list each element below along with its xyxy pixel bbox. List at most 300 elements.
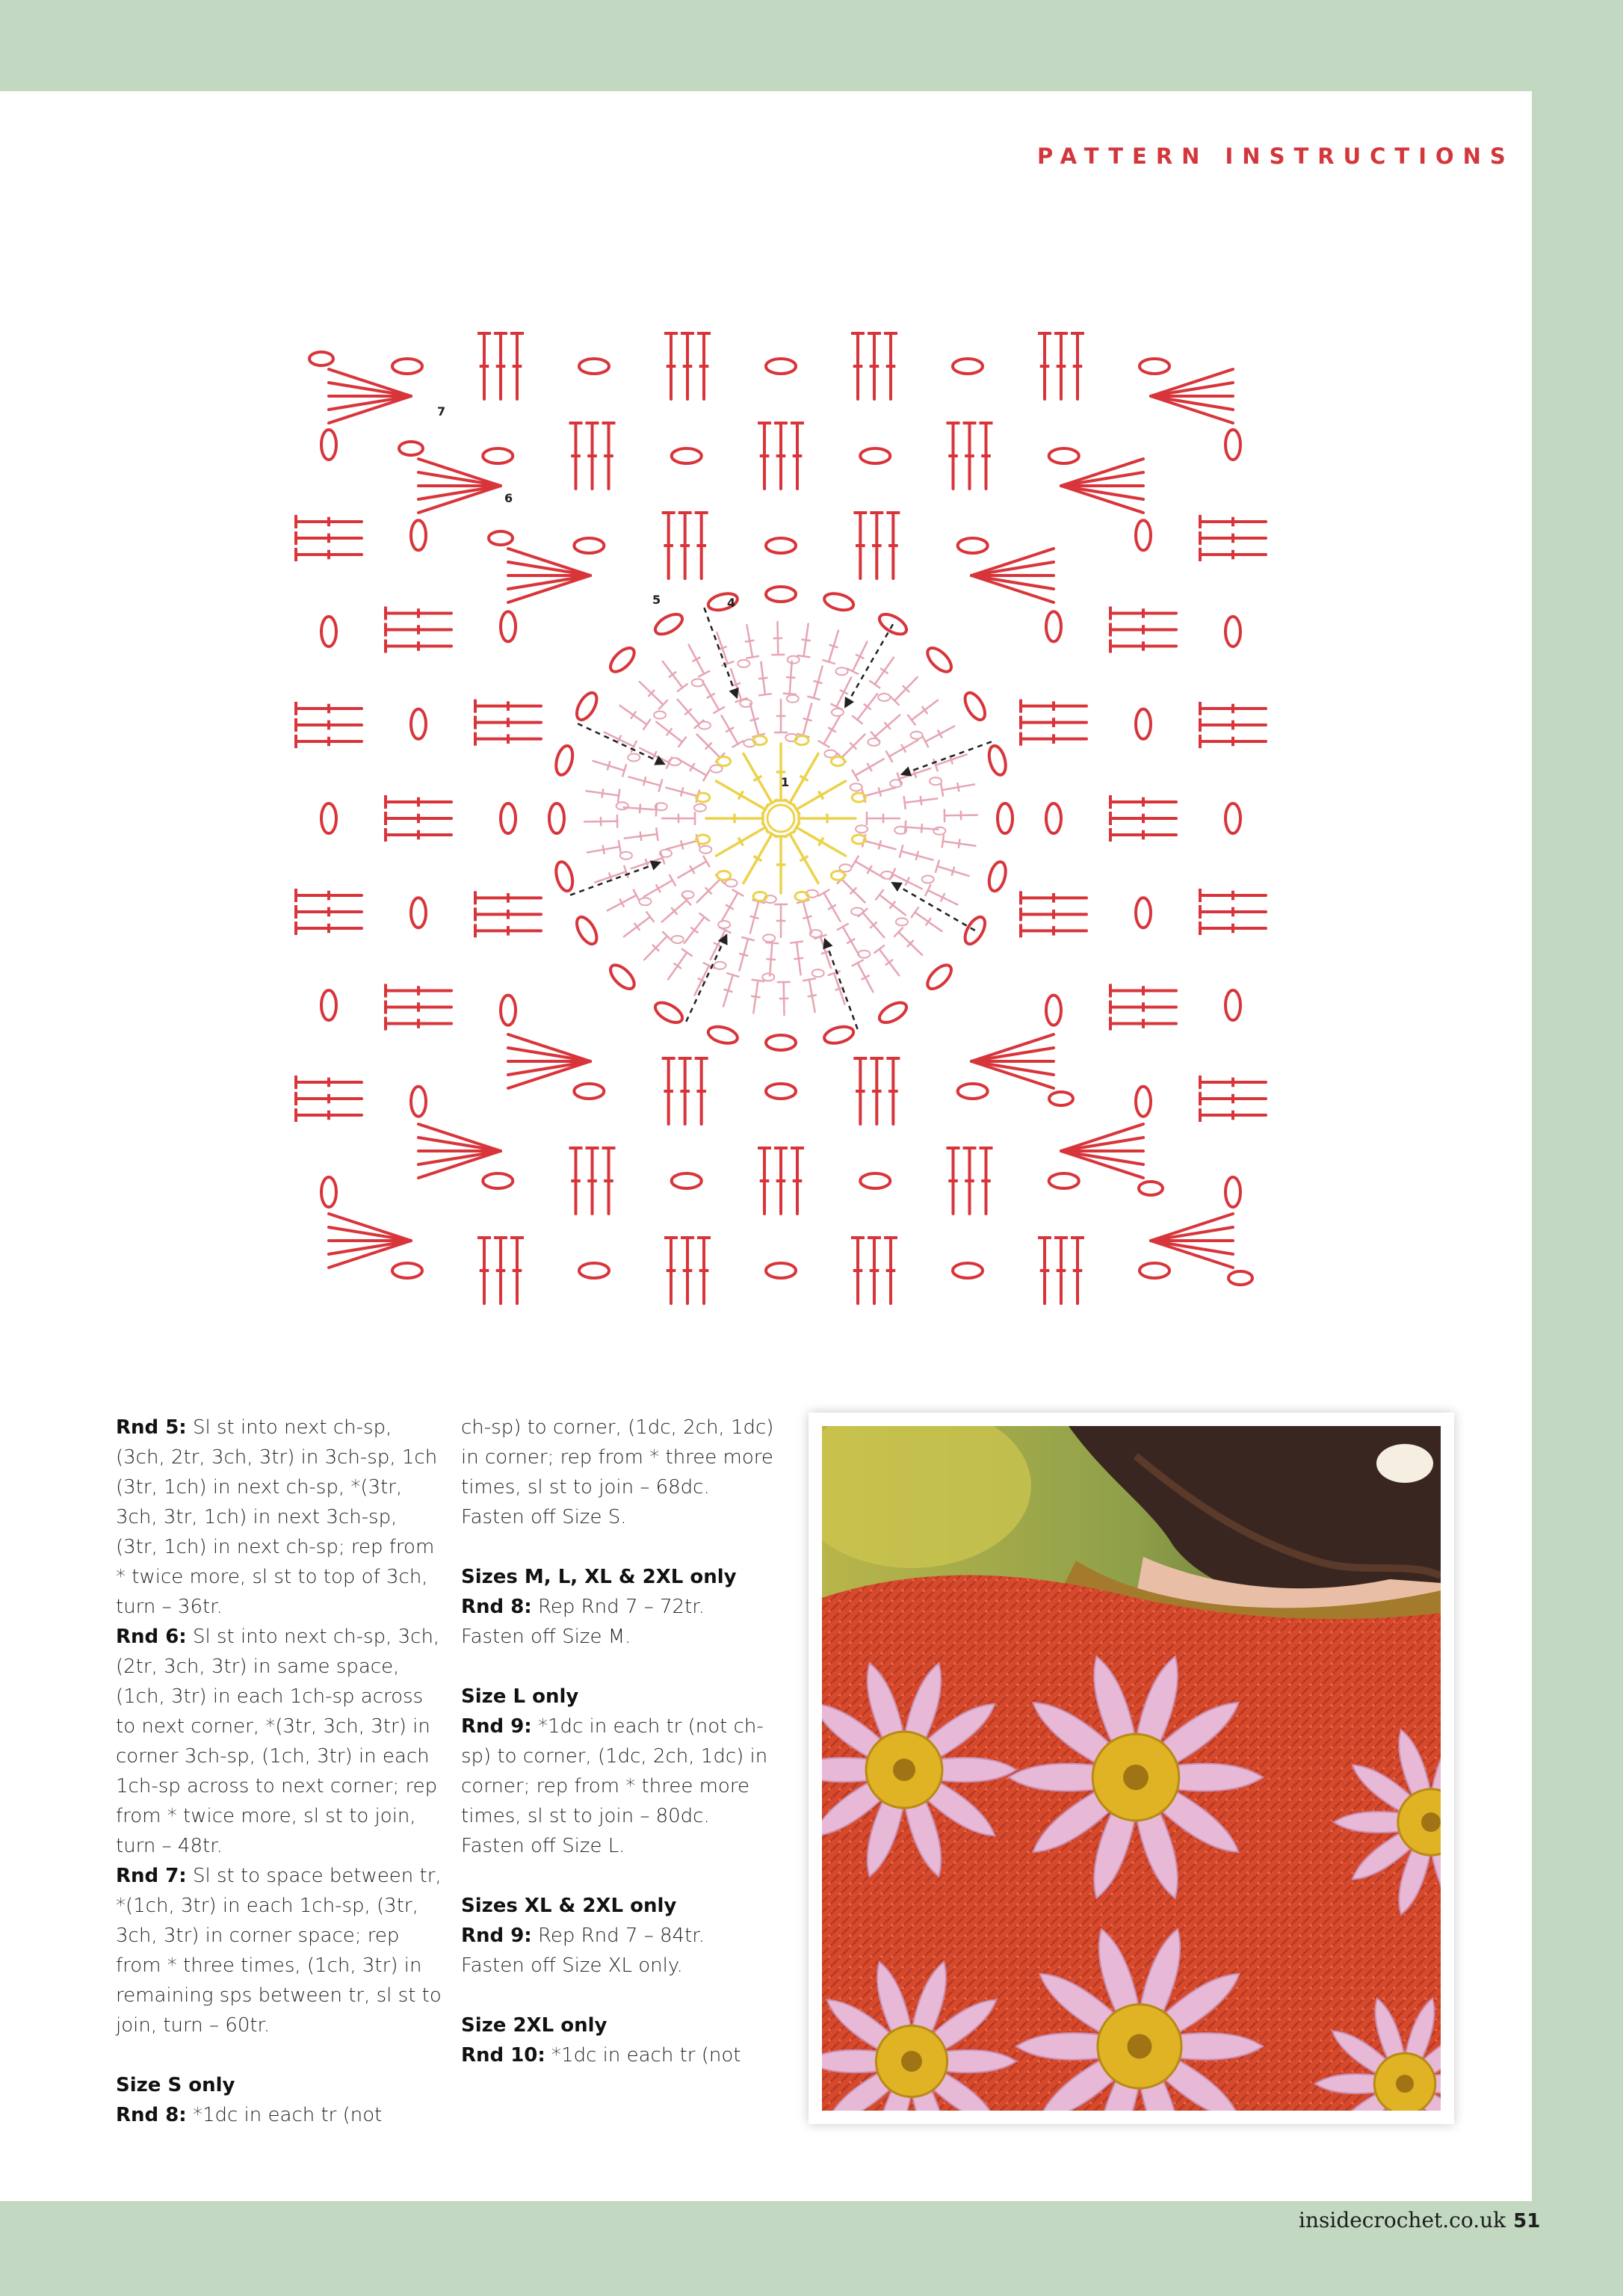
ring-chain-symbol [549,803,564,833]
pink-chain-symbol [694,804,706,812]
fan-stitch-line [1151,383,1233,396]
treble-stitch-bar [794,958,803,960]
round-number-label: 6 [504,491,513,505]
treble-stitch-cap [765,942,779,943]
instruction-paragraph [461,1622,790,1652]
chain-stitch-symbol [1228,1271,1252,1285]
instruction-paragraph [461,2040,790,2070]
treble-stitch-cap [869,680,880,688]
instruction-paragraph [461,1592,790,1622]
pink-chain-symbol [620,852,632,860]
crochet-chart [291,329,1270,1308]
ring-chain-symbol [766,1035,796,1050]
pink-chain-symbol [858,951,870,958]
chain-stitch-symbol [953,1263,983,1278]
center-ring-symbol [767,805,794,832]
fan-stitch-line [418,1138,501,1151]
center-chain-symbol [795,892,809,901]
chain-stitch-symbol [574,1084,604,1099]
fan-stitch-line [971,1061,1054,1088]
fan-stitch-line [508,575,590,602]
arrow-head [650,860,662,870]
ring-chain-symbol [877,999,910,1026]
chain-stitch-symbol [579,359,609,374]
ring-chain-symbol [924,961,955,993]
pink-chain-symbol [714,962,726,969]
ring-chain-symbol [766,587,796,602]
section-header: PATTERN INSTRUCTIONS [1037,144,1515,169]
treble-stitch-cap [713,707,725,714]
flower-core [1123,1765,1149,1790]
round-label: Rnd 6: [116,1626,187,1648]
chain-stitch-symbol [766,359,796,374]
ring-chain-symbol [607,644,638,676]
treble-stitch-bar [814,681,823,683]
fan-stitch-line [1151,396,1233,410]
instruction-paragraph [461,1921,790,1951]
chain-stitch-symbol [860,1173,890,1188]
chain-stitch-symbol [392,1263,422,1278]
treble-stitch-cap [874,945,885,954]
chain-stitch-symbol [1049,1092,1073,1105]
instruction-paragraph [116,2100,445,2130]
treble-stitch-cap [941,783,943,797]
chain-stitch-symbol [392,359,422,374]
ring-chain-symbol [607,961,638,993]
fan-stitch-line [971,575,1054,589]
ring-chain-symbol [706,1024,739,1046]
treble-stitch-cap [643,719,650,730]
arrow-head [729,688,738,700]
treble-stitch-cap [732,889,744,896]
treble-stitch-cap [852,770,859,782]
chain-stitch-symbol [411,520,426,550]
fan-stitch-line [329,1214,411,1241]
ring-chain-symbol [961,690,989,723]
instruction-text: ch-sp) to corner, (1dc, 2ch, 1dc) in corner; rep from * three more times, sl st to join – 68dc. [461,1416,774,1499]
treble-stitch-cap [911,907,918,918]
instruction-text: Sl st into next ch-sp, 3ch, (2tr, 3ch, 3tr) in same space, (1ch, 3tr) in each 1ch-sp across to next corner, *(3tr, 3ch, 3tr) in corner 3ch-sp, (1ch, 3tr) in each 1ch-sp across to next corner; rep from * twice more, sl st to join, turn – 48tr. [116,1626,440,1857]
instruction-paragraph [461,1712,790,1831]
instruction-text: *1dc in each tr (not [186,2104,383,2126]
treble-stitch-cap [942,835,945,848]
treble-stitch-cap [852,960,864,966]
chain-stitch-symbol [411,898,426,928]
chain-stitch-symbol [1136,520,1151,550]
center-chain-symbol [795,736,809,745]
fan-stitch-line [971,575,1054,602]
chain-stitch-symbol [1136,1087,1151,1117]
treble-stitch-cap [818,889,830,896]
treble-stitch-bar [926,918,931,925]
treble-stitch-bar [739,954,748,956]
round-label: Rnd 7: [116,1865,187,1887]
round-number-label: 5 [652,593,661,607]
treble-stitch-bar [879,787,881,796]
flower-core [1128,2034,1152,2059]
treble-stitch-bar [952,867,955,876]
dashed-arrow-line [570,862,661,895]
pink-chain-symbol [930,777,942,785]
chain-stitch-symbol [411,1087,426,1117]
fan-stitch-line [1061,472,1143,486]
instruction-paragraph [116,1413,445,1622]
treble-stitch-cap [681,948,693,956]
treble-stitch-cap [837,924,849,931]
treble-stitch-cap [646,912,655,922]
treble-stitch-cap [886,750,893,762]
ring-chain-symbol [823,1024,856,1046]
pink-chain-symbol [672,936,684,943]
chain-stitch-symbol [1046,996,1061,1025]
ring-chain-symbol [986,860,1009,893]
instruction-paragraph [461,1951,790,1981]
ring-chain-symbol [573,914,601,948]
flower-petal [822,2050,877,2073]
page-footer [1299,2208,1540,2232]
fan-stitch-line [508,1061,590,1088]
flower-core [893,1759,915,1781]
ring-chain-symbol [573,690,601,723]
treble-stitch-cap [758,694,772,695]
round-label: Rnd 9: [461,1715,532,1738]
round-label: Rnd 5: [116,1416,187,1439]
instruction-text: *1dc in each tr (not ch-sp) to corner, (1dc, 2ch, 1dc) in corner; rep from * three more times, sl st to join – 80dc. [461,1715,768,1827]
treble-stitch-cap [904,796,906,809]
fan-stitch-line [508,549,590,575]
treble-stitch-cap [852,715,862,723]
ring-chain-symbol [986,744,1009,777]
arrow-head [823,938,832,950]
chain-stitch-symbol [321,1177,336,1207]
round-number-label: 1 [781,775,790,789]
instruction-text: *1dc in each tr (not [545,2044,741,2067]
round-label: Rnd 8: [116,2104,187,2126]
chain-stitch-symbol [483,448,513,463]
pink-chain-symbol [616,802,628,809]
subheading-text: Sizes M, L, XL & 2XL only [461,1566,737,1588]
arrow-head [900,766,912,776]
treble-stitch-bar [803,916,812,919]
center-chain-symbol [831,871,844,880]
instruction-subheading [461,1682,790,1712]
pink-chain-symbol [682,891,694,898]
fan-stitch-line [329,396,411,423]
chain-stitch-symbol [321,430,336,460]
chain-stitch-symbol [579,1263,609,1278]
treble-stitch-bar [879,840,881,849]
treble-stitch-cap [746,656,759,658]
center-chain-symbol [717,757,731,766]
instruction-paragraph [116,1622,445,1861]
round-number-label: 4 [727,596,736,610]
treble-stitch-cap [797,655,811,658]
fan-stitch-line [329,396,411,410]
chain-stitch-symbol [766,538,796,553]
pink-chain-symbol [718,921,730,928]
footer-site: insidecrochet.co.uk [1299,2208,1506,2232]
dashed-arrow-line [704,608,737,699]
pink-chain-symbol [850,783,862,791]
ring-chain-symbol [652,611,686,638]
fan-stitch-line [329,1227,411,1241]
instruction-paragraph [461,1831,790,1861]
instruction-paragraph [461,1413,790,1502]
treble-stitch-cap [703,856,710,868]
fan-stitch-line [1151,396,1233,423]
dashed-arrow-line [824,938,857,1029]
treble-stitch-bar [803,718,812,720]
instruction-subheading [461,1891,790,1921]
fan-stitch-line [1151,1227,1233,1241]
treble-stitch-bar [749,718,758,720]
pink-chain-symbol [851,907,863,915]
chain-stitch-symbol [1225,617,1240,646]
chain-stitch-symbol [483,1173,513,1188]
fan-stitch-line [1061,486,1143,513]
chain-stitch-symbol [574,538,604,553]
instruction-text: Fasten off Size S. [461,1506,627,1528]
chain-stitch-symbol [321,617,336,646]
fan-stitch-line [1151,1214,1233,1241]
fan-stitch-line [1061,1151,1143,1164]
pink-chain-symbol [628,753,640,761]
treble-stitch-bar [786,677,796,678]
treble-stitch-bar [880,668,888,673]
treble-stitch-bar [959,839,960,848]
fan-stitch-line [971,1034,1054,1061]
fan-stitch-line [418,472,501,486]
fan-stitch-line [329,1241,411,1254]
treble-stitch-cap [703,770,710,782]
pink-chain-symbol [911,732,923,739]
chain-stitch-symbol [399,442,423,455]
treble-stitch-bar [957,783,959,791]
chain-stitch-symbol [321,990,336,1020]
treble-stitch-cap [678,737,686,747]
chain-stitch-symbol [501,803,516,833]
chain-stitch-symbol [1046,803,1061,833]
treble-stitch-cap [698,670,710,676]
chain-stitch-symbol [1139,1182,1163,1195]
treble-stitch-cap [803,978,816,981]
treble-stitch-bar [829,645,838,648]
subheading-text: Size S only [116,2074,235,2096]
fan-stitch-line [418,1124,501,1151]
ring-chain-symbol [823,590,856,613]
chain-stitch-symbol [1225,990,1240,1020]
dashed-arrow-line [844,624,893,709]
fan-stitch-line [971,1048,1054,1061]
chain-stitch-symbol [1225,1177,1240,1207]
treble-stitch-bar [640,832,642,841]
center-chain-symbol [717,871,731,880]
center-chain-symbol [831,757,844,766]
chain-stitch-symbol [1225,430,1240,460]
arrow-head [891,882,903,892]
instructions-column-middle [461,1413,790,2070]
chain-stitch-symbol [489,531,513,545]
fan-stitch-line [1061,1138,1143,1151]
instruction-paragraph [116,1861,445,2040]
photo-frame [809,1413,1454,2124]
pink-chain-symbol [787,695,799,703]
instruction-text: Fasten off Size XL only. [461,1954,683,1977]
round-number-label: 7 [437,404,446,419]
pink-chain-symbol [788,656,800,664]
chain-stitch-symbol [953,359,983,374]
treble-stitch-bar [758,678,767,679]
chain-stitch-symbol [321,803,336,833]
chain-stitch-symbol [1225,803,1240,833]
fan-stitch-line [971,1061,1054,1075]
crochet-chart-svg [291,329,1270,1308]
flower-core [901,2051,922,2072]
center-chain-symbol [753,892,767,901]
fan-stitch-line [418,1151,501,1164]
fan-stitch-line [508,1061,590,1075]
treble-stitch-cap [618,789,620,803]
chain-stitch-symbol [1136,709,1151,739]
dashed-arrow-line [686,933,727,1022]
chain-stitch-symbol [1049,1173,1079,1188]
treble-stitch-cap [699,913,710,922]
treble-stitch-cap [852,856,859,868]
fan-stitch-line [1151,1241,1233,1254]
treble-stitch-bar [751,996,760,998]
instruction-text: Sl st into next ch-sp, (3ch, 2tr, 3ch, 3tr) in 3ch-sp, 1ch (3tr, 1ch) in next ch-sp, *(3tr, 3ch, 3tr, 1ch) in next 3ch-sp, (3tr, 1ch) in next ch-sp; rep from * twice more, sl st to top of 3ch, turn – 36tr. [116,1416,438,1618]
chain-stitch-symbol [1140,1263,1169,1278]
ring-chain-symbol [553,744,575,777]
treble-stitch-cap [876,889,884,900]
fan-stitch-line [971,549,1054,575]
page-number: 51 [1513,2210,1541,2232]
pink-chain-symbol [868,738,879,746]
pink-chain-symbol [762,973,774,981]
treble-stitch-cap [656,827,658,841]
subheading-text: Size 2XL only [461,2014,608,2037]
dashed-arrow-line [891,882,975,931]
chain-stitch-symbol [860,448,890,463]
treble-stitch-bar [916,851,918,860]
chain-stitch-symbol [1046,611,1061,641]
treble-stitch-bar [631,712,636,719]
pink-chain-symbol [933,827,945,835]
treble-stitch-cap [752,980,765,982]
ring-chain-symbol [924,644,955,676]
instruction-paragraph [461,1502,790,1532]
fan-stitch-line [1061,486,1143,499]
fan-stitch-line [418,486,501,499]
instruction-subheading [461,2010,790,2040]
pink-chain-symbol [836,667,848,675]
pink-chain-symbol [699,722,711,729]
fan-stitch-line [508,562,590,575]
chain-stitch-symbol [958,1084,988,1099]
pink-chain-symbol [692,679,704,686]
treble-stitch-bar [766,959,776,960]
fan-stitch-line [971,562,1054,575]
chain-stitch-symbol [766,1084,796,1099]
chain-stitch-symbol [501,996,516,1025]
dashed-arrow-line [578,723,666,765]
treble-stitch-bar [674,963,681,969]
treble-stitch-cap [732,741,744,747]
pink-chain-symbol [812,969,824,977]
round-label: Rnd 10: [461,2044,545,2067]
treble-stitch-cap [922,735,928,747]
treble-stitch-bar [681,787,683,796]
instruction-text: Fasten off Size L. [461,1835,625,1857]
subheading-text: Size L only [461,1685,579,1708]
chain-stitch-symbol [1140,359,1169,374]
pink-chain-symbol [922,876,934,883]
treble-stitch-bar [603,845,605,854]
fan-stitch-line [508,575,590,589]
treble-stitch-bar [801,639,810,641]
treble-stitch-cap [677,684,687,692]
treble-stitch-bar [608,761,610,770]
instruction-text: Fasten off Size M. [461,1626,631,1648]
ring-chain-symbol [553,860,575,893]
fan-stitch-line [418,486,501,513]
instructions-column-left [116,1413,445,2130]
instruction-text: Rep Rnd 7 – 72tr. [531,1596,705,1618]
flower-core [1421,1812,1441,1832]
treble-stitch-bar [749,916,758,919]
ring-chain-symbol [652,999,686,1026]
pink-chain-symbol [896,918,908,925]
treble-stitch-bar [921,796,922,805]
instruction-text: Rep Rnd 7 – 84tr. [531,1925,705,1947]
chain-stitch-symbol [766,1263,796,1278]
flower-core [1396,2075,1414,2093]
dashed-arrow-line [900,741,992,774]
treble-stitch-cap [670,874,676,886]
pink-chain-symbol [878,694,890,701]
instruction-subheading [461,1562,790,1592]
flower-petal [822,1758,867,1782]
treble-stitch-cap [908,715,916,725]
pink-chain-symbol [832,709,844,716]
chain-stitch-symbol [1136,898,1151,928]
fan-stitch-line [508,1048,590,1061]
treble-stitch-bar [745,641,754,642]
round-label: Rnd 8: [461,1596,532,1618]
fan-stitch-line [508,1034,590,1061]
garment-photo-image [822,1426,1441,2111]
chain-stitch-symbol [1049,448,1079,463]
chain-stitch-symbol [309,352,333,365]
treble-stitch-bar [681,840,683,849]
pink-chain-symbol [763,934,775,942]
chain-stitch-symbol [501,611,516,641]
pink-chain-symbol [699,846,711,854]
ring-chain-symbol [998,803,1013,833]
treble-stitch-cap [818,741,830,747]
subheading-text: Sizes XL & 2XL only [461,1895,677,1917]
round-label: Rnd 9: [461,1925,532,1947]
center-chain-symbol [753,736,767,745]
garment-photo [822,1426,1441,2111]
pink-chain-symbol [856,825,868,833]
treble-stitch-cap [633,889,639,901]
treble-stitch-cap [790,942,803,943]
treble-stitch-bar [921,824,922,833]
chain-stitch-symbol [672,1173,702,1188]
treble-stitch-cap [619,840,621,854]
treble-stitch-bar [602,789,603,797]
